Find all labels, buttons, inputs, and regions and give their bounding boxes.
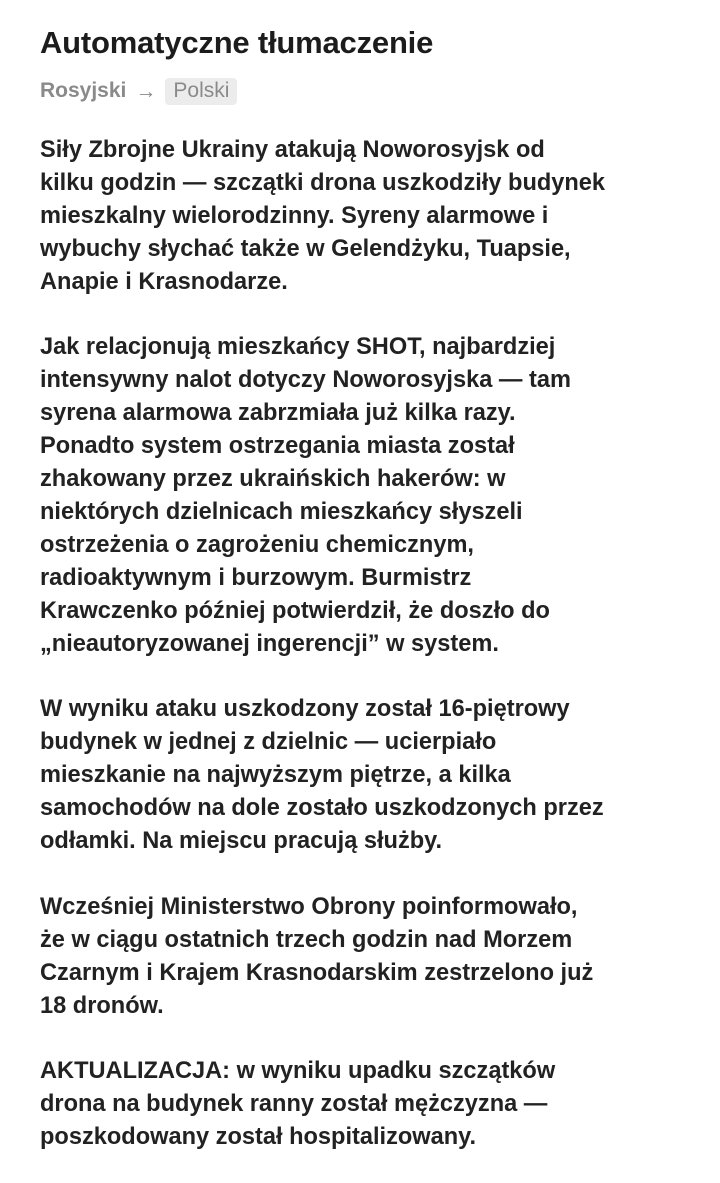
paragraph-1: Siły Zbrojne Ukrainy atakują Noworosyjsk od kilku godzin — szczątki drona uszkodziły budynek mieszkalny wielorodzinny. Syreny alarmowe i wybuchy słychać także w Gelendżyku, Tuapsie, Anapie i Krasnodarze. bbox=[40, 137, 606, 295]
arrow-right-icon: → bbox=[135, 79, 157, 103]
translated-text bbox=[40, 134, 680, 1154]
page-title: Automatyczne tłumaczenie bbox=[40, 25, 434, 60]
target-language-chip[interactable]: Polski bbox=[165, 78, 237, 105]
paragraph-3: W wyniku ataku uszkodzony został 16-piętrowy budynek w jednej z dzielnic — ucierpiało mieszkanie na najwyższym piętrze, a kilka samochodów na dole zostało uszkodzonych przez odłamki. Na miejscu pracują służby. bbox=[40, 696, 604, 854]
paragraph-2: Jak relacjonują mieszkańcy SHOT, najbardziej intensywny nalot dotyczy Noworosyjska — tam syrena alarmowa zabrzmiała już kilka razy. Ponadto system ostrzegania miasta został zhakowany przez ukraińskich hakerów: w niektórych dzielnicach mieszkańcy słyszeli ostrzeżenia o zagrożeniu chemicznym, radioaktywnym i burzowym. Burmistrz Krawczenko później potwierdził, że doszło do „nieautoryzowanej ingerencji” w system. bbox=[40, 334, 571, 657]
paragraph-5: AKTUALIZACJA: w wyniku upadku szczątków drona na budynek ranny został mężczyzna — poszkodowany został hospitalizowany. bbox=[40, 1058, 556, 1151]
paragraph-4: Wcześniej Ministerstwo Obrony poinformowało, że w ciągu ostatnich trzech godzin nad Morzem Czarnym i Krajem Krasnodarskim zestrzelono już 18 dronów. bbox=[40, 893, 594, 1019]
source-language[interactable]: Rosyjski bbox=[40, 79, 127, 102]
language-selector bbox=[40, 76, 680, 106]
